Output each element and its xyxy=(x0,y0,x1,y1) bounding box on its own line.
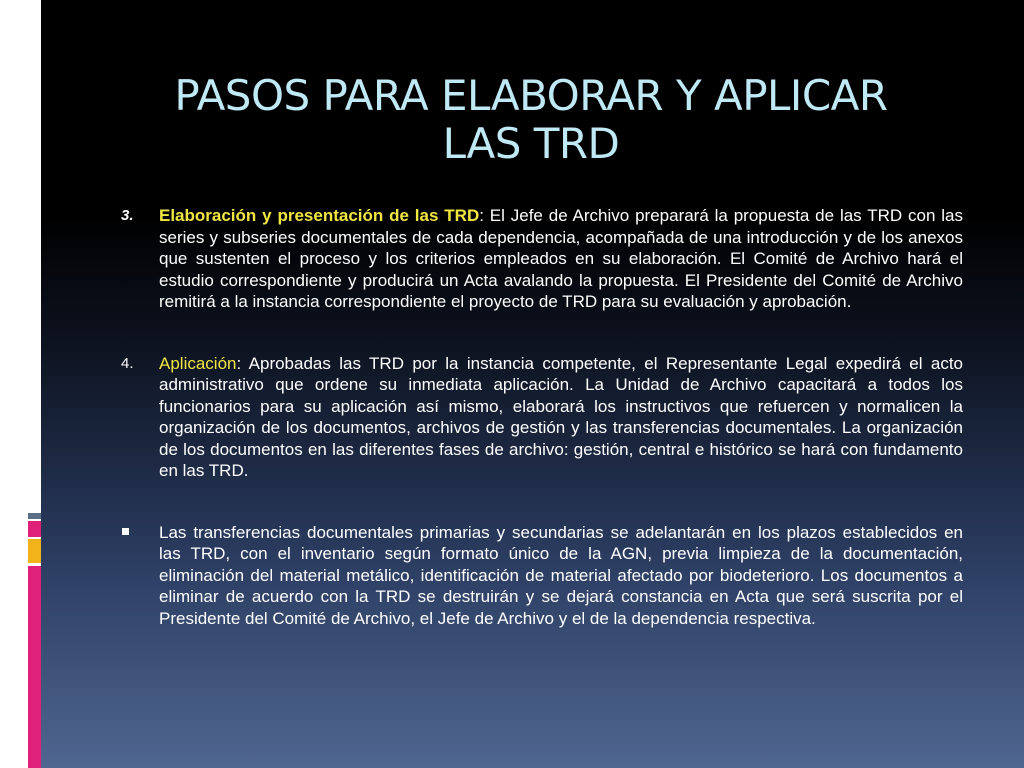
item-heading: Aplicación xyxy=(159,353,237,373)
decorative-color-bars xyxy=(28,513,41,768)
slate-bar xyxy=(28,513,41,519)
item-number: 4. xyxy=(121,354,134,372)
list-item-transferencias xyxy=(117,522,963,630)
yellow-bar xyxy=(28,539,41,563)
item-number: 3. xyxy=(121,207,134,224)
slide xyxy=(41,0,1024,768)
item-text: : Aprobadas las TRD por la instancia competente, el Representante Legal expedirá el acto administrativo que ordene su inmediata aplicación. La Unidad de Archivo capacitará a todos los funcionarios para su aplicación así mismo, elaborará los instructivos que refuercen y normalicen la organización de los documentos, archivos de gestión y las transferencias documentales. La organización de los documentos en las diferentes fases de archivo: gestión, central e histórico se hará con fundamento en las TRD. xyxy=(159,353,963,480)
item-text: : El Jefe de Archivo preparará la propuesta de las TRD con las series y subseries documentales de cada dependencia, acompañada de una introducción y de los anexos que sustenten el proceso y los criterios empleados en su elaboración. El Comité de Archivo hará el estudio correspondiente y producirá un Acta avalando la propuesta. El Presidente del Comité de Archivo remitirá a la instancia correspondiente el proyecto de TRD para su evaluación y aprobación. xyxy=(159,206,963,311)
list-item-aplicacion xyxy=(117,353,963,482)
square-bullet-icon xyxy=(122,528,129,535)
magenta-bar xyxy=(28,521,41,537)
slide-title xyxy=(101,72,961,168)
magenta-column xyxy=(28,566,41,768)
title-line-2: LAS TRD xyxy=(442,119,620,168)
item-heading: Elaboración y presentación de las TRD xyxy=(159,206,480,225)
content-list xyxy=(117,205,963,629)
item-text: Las transferencias documentales primarias y secundarias se adelantarán en los plazos establecidos en las TRD, con el inventario según formato único de la AGN, previa limpieza de la documentación, eliminación del material metálico, identificación de material afectado por biodeterioro. Los documentos a eliminar de acuerdo con la TRD se destruirán y se dejará constancia en Acta que será suscrita por el Presidente del Comité de Archivo, el Jefe de Archivo y el de la dependencia respectiva. xyxy=(159,522,963,628)
title-line-1: PASOS PARA ELABORAR Y APLICAR xyxy=(174,71,888,120)
list-item-elaboracion xyxy=(117,205,963,313)
